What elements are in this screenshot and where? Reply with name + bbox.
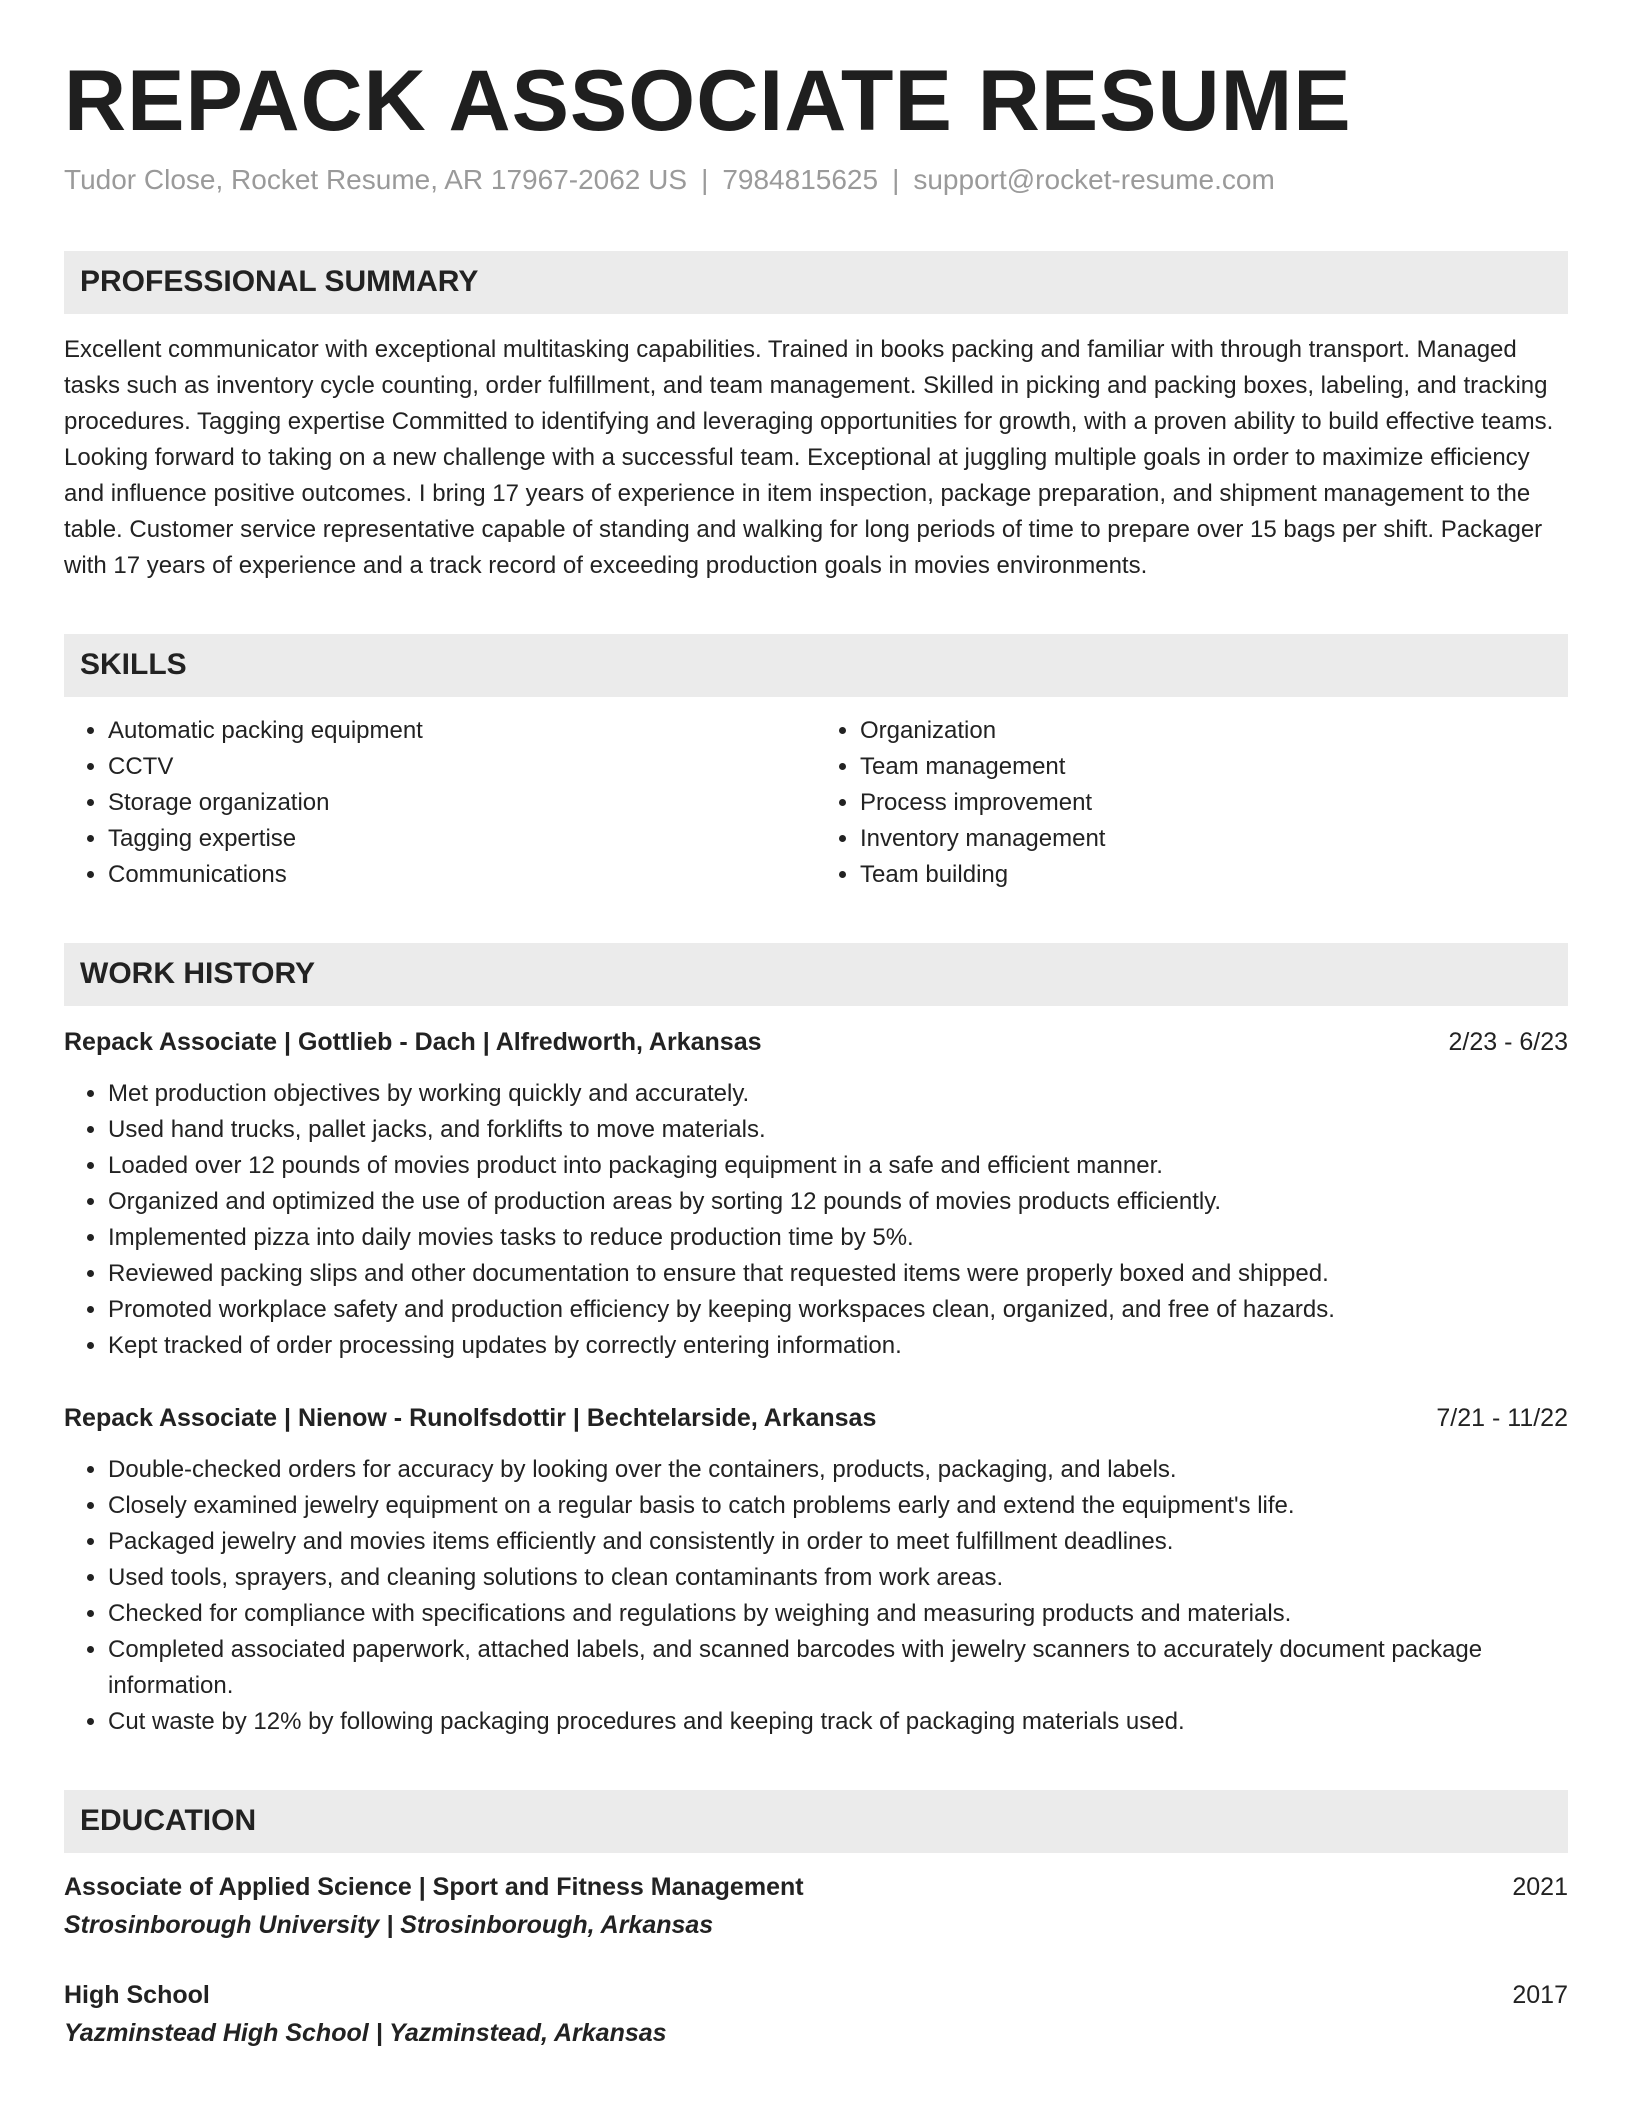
education-entry: [64, 1977, 1568, 2053]
education-degree: High School: [64, 1980, 210, 2009]
education-entry: [64, 1869, 1568, 1945]
skill-item: • Organization: [860, 713, 1568, 749]
section-heading-education: EDUCATION: [64, 1790, 1568, 1853]
skill-item: • Automatic packing equipment: [108, 713, 816, 749]
job-bullet: • Reviewed packing slips and other documentation to ensure that requested items were properly boxed and shipped.: [108, 1256, 1568, 1292]
job-title: Repack Associate | Nienow - Runolfsdottir | Bechtelarside, Arkansas: [64, 1403, 877, 1432]
job-bullet: • Cut waste by 12% by following packaging procedures and keeping track of packaging materials used.: [108, 1704, 1568, 1740]
skill-item: • Process improvement: [860, 785, 1568, 821]
skills-column-left: [64, 713, 816, 893]
job-bullet: • Closely examined jewelry equipment on a regular basis to catch problems early and extend the equipment's life.: [108, 1488, 1568, 1524]
skills-grid: [64, 713, 1568, 893]
section-heading-work-history: WORK HISTORY: [64, 943, 1568, 1006]
job-entry: [64, 1400, 1568, 1740]
contact-address: Tudor Close, Rocket Resume, AR 17967-2062 US: [64, 164, 688, 196]
contact-email: support@rocket-resume.com: [913, 164, 1275, 196]
contact-separator: |: [701, 164, 709, 196]
skill-item: • Team management: [860, 749, 1568, 785]
job-bullet: • Implemented pizza into daily movies tasks to reduce production time by 5%.: [108, 1220, 1568, 1256]
education-institution: Strosinborough University | Strosinborough, Arkansas: [64, 1910, 714, 1939]
job-bullet: • Loaded over 12 pounds of movies product into packaging equipment in a safe and efficient manner.: [108, 1148, 1568, 1184]
skill-item: • CCTV: [108, 749, 816, 785]
resume-title: REPACK ASSOCIATE RESUME: [64, 53, 1352, 149]
contact-line: [64, 162, 1568, 198]
education-year: 2017: [1512, 1980, 1568, 2009]
contact-phone: 7984815625: [722, 164, 879, 196]
job-bullet: • Used hand trucks, pallet jacks, and forklifts to move materials.: [108, 1112, 1568, 1148]
skill-item: • Storage organization: [108, 785, 816, 821]
job-bullet: • Organized and optimized the use of production areas by sorting 12 pounds of movies products efficiently.: [108, 1184, 1568, 1220]
education-degree: Associate of Applied Science | Sport and Fitness Management: [64, 1872, 804, 1901]
job-bullet: • Packaged jewelry and movies items efficiently and consistently in order to meet fulfillment deadlines.: [108, 1524, 1568, 1560]
education-institution: Yazminstead High School | Yazminstead, Arkansas: [64, 2018, 667, 2047]
section-heading-skills: SKILLS: [64, 634, 1568, 697]
job-bullet: • Promoted workplace safety and production efficiency by keeping workspaces clean, organized, and free of hazards.: [108, 1292, 1568, 1328]
job-bullet: • Completed associated paperwork, attached labels, and scanned barcodes with jewelry scanners to accurately document package information.: [108, 1632, 1568, 1704]
skill-item: • Communications: [108, 857, 816, 893]
job-dates: 2/23 - 6/23: [1448, 1027, 1568, 1056]
skills-column-right: [816, 713, 1568, 893]
job-entry: [64, 1024, 1568, 1364]
job-header: [64, 1024, 1568, 1060]
job-bullets: [64, 1076, 1568, 1364]
job-header: [64, 1400, 1568, 1436]
job-bullet: • Checked for compliance with specifications and regulations by weighing and measuring products and materials.: [108, 1596, 1568, 1632]
job-bullet: • Met production objectives by working quickly and accurately.: [108, 1076, 1568, 1112]
job-bullet: • Double-checked orders for accuracy by looking over the containers, products, packaging, and labels.: [108, 1452, 1568, 1488]
skill-item: • Inventory management: [860, 821, 1568, 857]
education-year: 2021: [1512, 1872, 1568, 1901]
job-bullets: [64, 1452, 1568, 1740]
section-heading-summary: PROFESSIONAL SUMMARY: [64, 251, 1568, 314]
job-dates: 7/21 - 11/22: [1436, 1403, 1568, 1432]
education-header: [64, 1869, 1568, 1905]
job-bullet: • Used tools, sprayers, and cleaning solutions to clean contaminants from work areas.: [108, 1560, 1568, 1596]
job-title: Repack Associate | Gottlieb - Dach | Alfredworth, Arkansas: [64, 1027, 762, 1056]
skill-item: • Team building: [860, 857, 1568, 893]
contact-separator: |: [892, 164, 900, 196]
job-bullet: • Kept tracked of order processing updates by correctly entering information.: [108, 1328, 1568, 1364]
education-header: [64, 1977, 1568, 2013]
summary-text: Excellent communicator with exceptional multitasking capabilities. Trained in books packing and familiar with through transport. Managed tasks such as inventory cycle counting, order fulfillment, and team management. Skilled in picking and packing boxes, labeling, and tracking procedures. Tagging expertise Committed to identifying and leveraging opportunities for growth, with a proven ability to build effective teams. Looking forward to taking on a new challenge with a successful team. Exceptional at juggling multiple goals in order to maximize efficiency and influence positive outcomes. I bring 17 years of experience in item inspection, package preparation, and shipment management to the table. Customer service representative capable of standing and walking for long periods of time to prepare over 15 bags per shift. Packager with 17 years of experience and a track record of exceeding production goals in movies environments.: [64, 335, 1554, 579]
skill-item: • Tagging expertise: [108, 821, 816, 857]
